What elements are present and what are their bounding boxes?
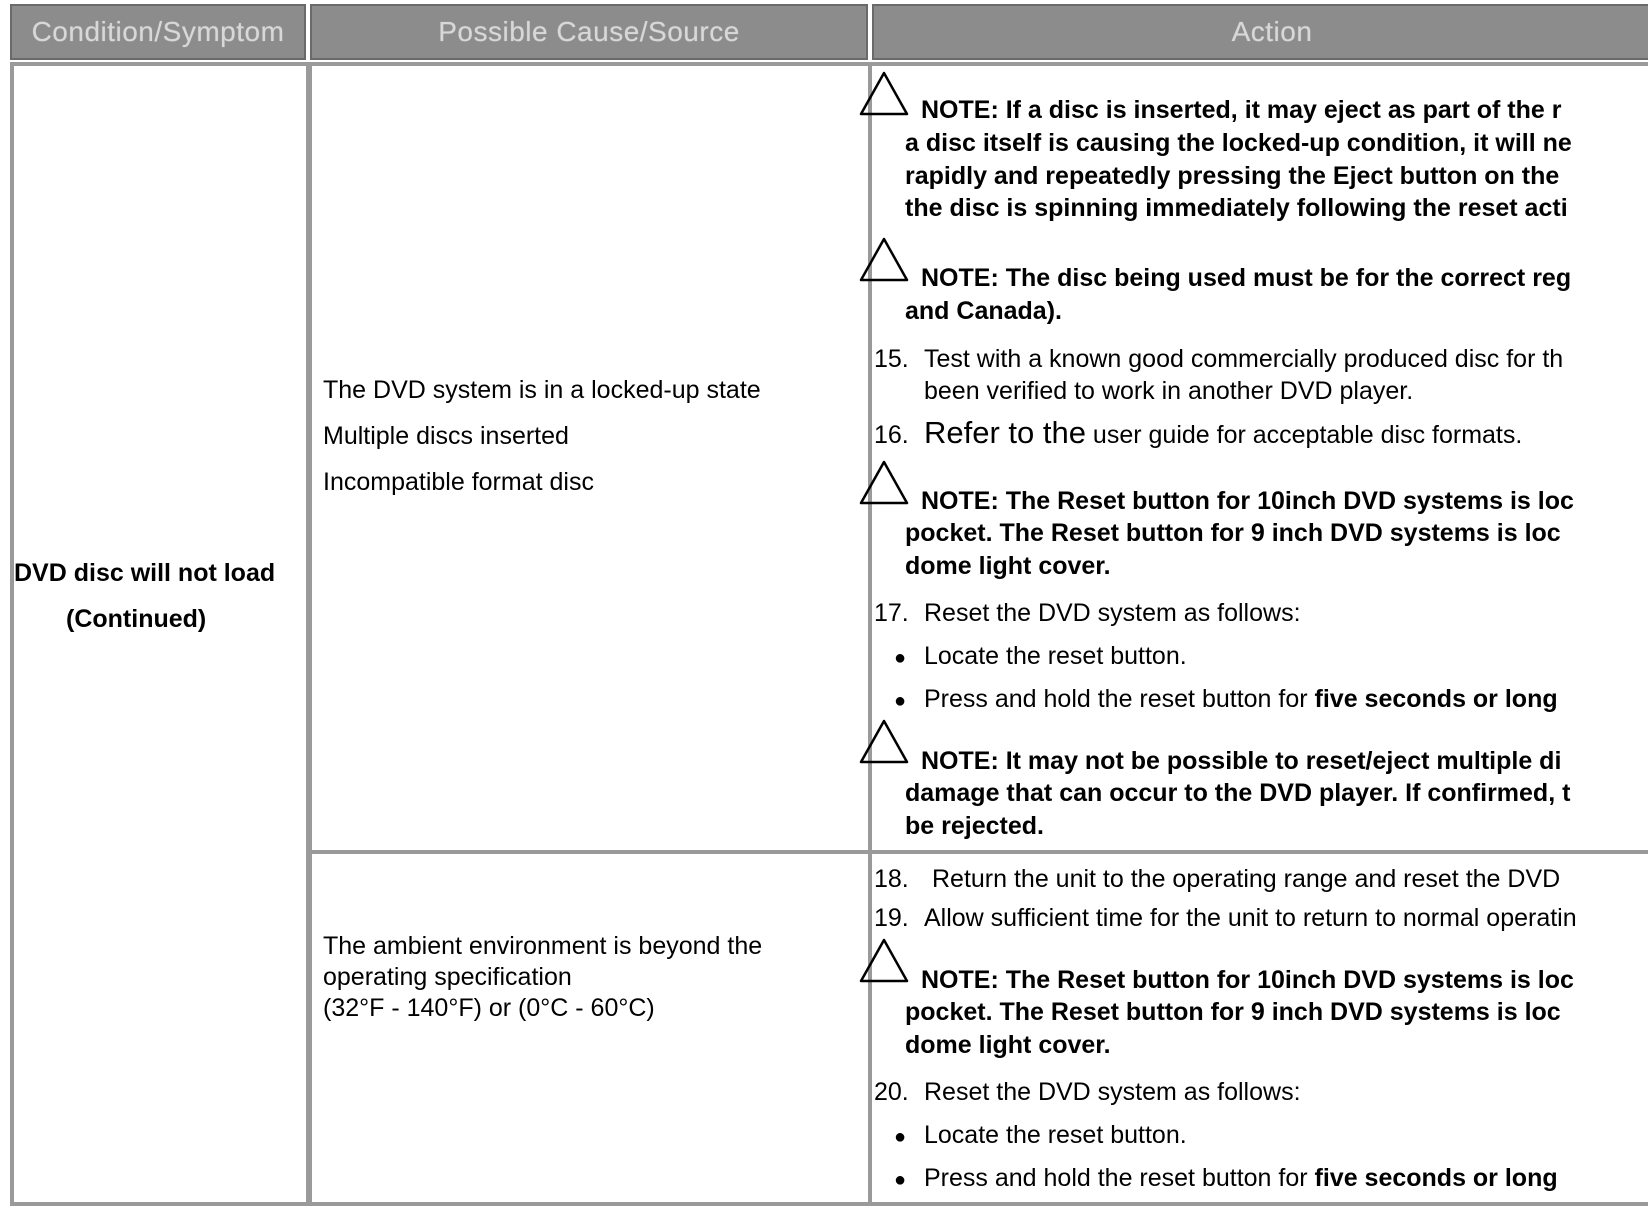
note-reset-location-l3: dome light cover. bbox=[905, 552, 1111, 580]
header-condition-symptom: Condition/Symptom bbox=[10, 4, 306, 60]
header-action: Action bbox=[872, 4, 1648, 60]
cause-list-2 bbox=[323, 931, 762, 1024]
note-reset-location-l2: pocket. The Reset button for 9 inch DVD systems is loc bbox=[905, 519, 1561, 547]
cause-item: Incompatible format disc bbox=[323, 468, 594, 496]
note-disc-eject-l1: NOTE: If a disc is inserted, it may eject as part of the r bbox=[921, 96, 1562, 124]
cause-line: operating specification bbox=[323, 963, 572, 991]
note-region-l1: NOTE: The disc being used must be for the correct reg bbox=[921, 264, 1572, 292]
symptom-line-2: (Continued) bbox=[66, 605, 207, 633]
symptom-line-1: DVD disc will not load bbox=[14, 559, 276, 587]
warning-triangle-icon bbox=[858, 937, 910, 985]
cause-item: The DVD system is in a locked-up state bbox=[323, 376, 761, 404]
cause-line: (32°F - 140°F) or (0°C - 60°C) bbox=[323, 994, 655, 1022]
cause-cell-2 bbox=[308, 850, 872, 1206]
cause-line: The ambient environment is beyond the bbox=[323, 932, 763, 960]
note-region-l2: and Canada). bbox=[905, 297, 1062, 325]
note-reset-location-2-l2: pocket. The Reset button for 9 inch DVD systems is loc bbox=[905, 998, 1561, 1026]
bullet-press-hold-2: ● Press and hold the reset button for five seconds or long bbox=[893, 1164, 1558, 1192]
symptom-text bbox=[14, 550, 314, 642]
warning-triangle-icon bbox=[858, 718, 910, 766]
step-18: 18. Return the unit to the operating range and reset the DVD bbox=[874, 865, 1561, 893]
header-possible-cause: Possible Cause/Source bbox=[310, 4, 868, 60]
bullet-locate-reset-2: ● Locate the reset button. bbox=[893, 1121, 1187, 1149]
note-multiple-discs-l2: damage that can occur to the DVD player. If confirmed, t bbox=[905, 779, 1571, 807]
step-16: 16. Refer to the user guide for acceptable disc formats. bbox=[874, 415, 1523, 450]
note-reset-location-2-l1: NOTE: The Reset button for 10inch DVD systems is loc bbox=[921, 966, 1574, 994]
cause-item: Multiple discs inserted bbox=[323, 422, 569, 450]
cause-list-1 bbox=[323, 374, 761, 512]
note-reset-location-2-l3: dome light cover. bbox=[905, 1031, 1111, 1059]
note-reset-location-l1: NOTE: The Reset button for 10inch DVD systems is loc bbox=[921, 487, 1574, 515]
warning-triangle-icon bbox=[858, 459, 910, 507]
note-multiple-discs-l1: NOTE: It may not be possible to reset/eject multiple di bbox=[921, 747, 1562, 775]
note-disc-eject-l4: the disc is spinning immediately following the reset acti bbox=[905, 194, 1568, 222]
bullet-press-hold: ● Press and hold the reset button for five seconds or long bbox=[893, 685, 1558, 713]
note-multiple-discs-l3: be rejected. bbox=[905, 812, 1044, 840]
note-disc-eject-l3: rapidly and repeatedly pressing the Eject button on the bbox=[905, 162, 1560, 190]
step-15: 15. Test with a known good commercially produced disc for th bbox=[874, 345, 1564, 373]
warning-triangle-icon bbox=[858, 236, 910, 284]
step-20: 20. Reset the DVD system as follows: bbox=[874, 1078, 1301, 1106]
step-15-cont: been verified to work in another DVD player. bbox=[924, 377, 1414, 405]
note-disc-eject-l2: a disc itself is causing the locked-up condition, it will ne bbox=[905, 129, 1572, 157]
bullet-locate-reset: ● Locate the reset button. bbox=[893, 642, 1187, 670]
warning-triangle-icon bbox=[858, 70, 910, 118]
step-19: 19. Allow sufficient time for the unit to return to normal operatin bbox=[874, 904, 1577, 932]
step-17: 17. Reset the DVD system as follows: bbox=[874, 599, 1301, 627]
